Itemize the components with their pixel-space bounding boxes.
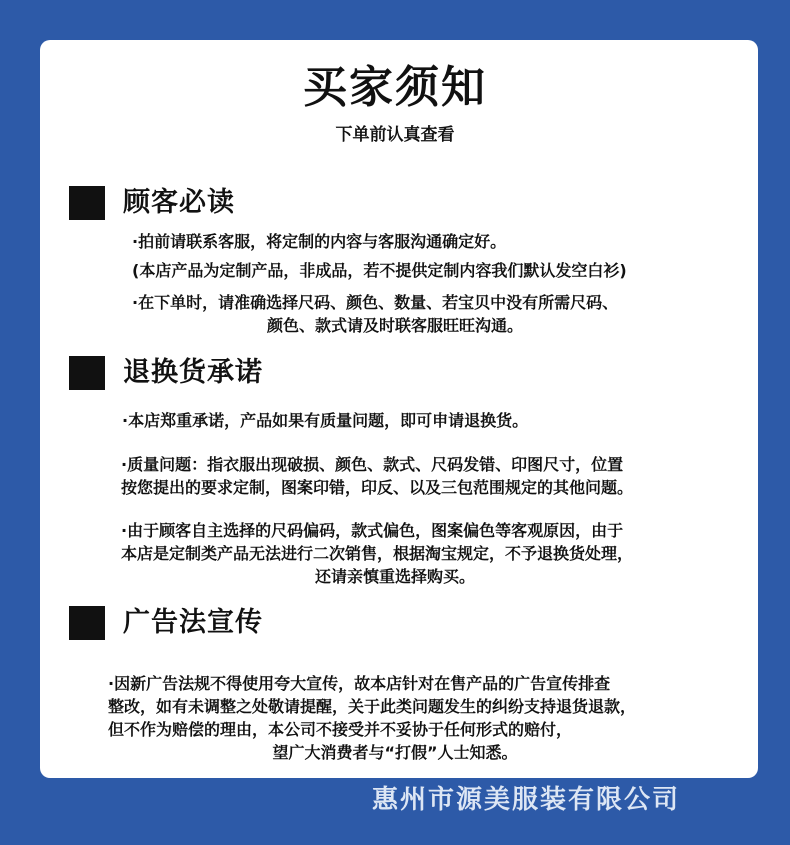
section-line: (本店产品为定制产品，非成品，若不提供定制内容我们默认发空白衫) [132, 261, 627, 280]
page-subtitle: 下单前认真查看 [335, 125, 455, 145]
section-line: 还请亲慎重选择购买。 [314, 567, 475, 586]
section-title: 顾客必读 [123, 187, 235, 218]
section-line: ·本店郑重承诺，产品如果有质量问题，即可申请退换货。 [122, 411, 529, 430]
section-line: ·在下单时，请准确选择尺码、颜色、数量、若宝贝中没有所需尺码、 [132, 293, 619, 312]
section-title: 退换货承诺 [123, 357, 263, 388]
company-name: 惠州市源美服装有限公司 [372, 785, 681, 815]
section-line: 按您提出的要求定制，图案印错，印反、以及三包范围规定的其他问题。 [121, 478, 634, 497]
section-marker-icon [69, 186, 105, 220]
section-return-promise [69, 356, 263, 390]
section-line: 望广大消费者与“打假”人士知悉。 [272, 743, 518, 762]
section-line: 颜色、款式请及时联客服旺旺沟通。 [266, 316, 523, 335]
section-line: 但不作为赔偿的理由，本公司不接受并不妥协于任何形式的赔付， [108, 720, 573, 739]
section-line: 本店是定制类产品无法进行二次销售，根据淘宝规定，不予退换货处理， [121, 544, 634, 563]
notice-card [40, 40, 758, 778]
page-title: 买家须知 [303, 62, 487, 113]
section-marker-icon [69, 606, 105, 640]
section-line: ·因新广告法规不得使用夸大宣传，故本店针对在售产品的广告宣传排查 [108, 674, 611, 693]
section-line: ·质量问题：指衣服出现破损、颜色、款式、尺码发错、印图尺寸，位置 [121, 455, 624, 474]
section-line: 整改，如有未调整之处敬请提醒，关于此类问题发生的纠纷支持退货退款， [108, 697, 637, 716]
section-title: 广告法宣传 [123, 607, 263, 638]
section-marker-icon [69, 356, 105, 390]
section-line: ·由于顾客自主选择的尺码偏码，款式偏色，图案偏色等客观原因，由于 [121, 521, 624, 540]
section-customer-must-read [69, 186, 235, 220]
section-ad-law [69, 606, 263, 640]
section-line: ·拍前请联系客服，将定制的内容与客服沟通确定好。 [132, 232, 507, 251]
